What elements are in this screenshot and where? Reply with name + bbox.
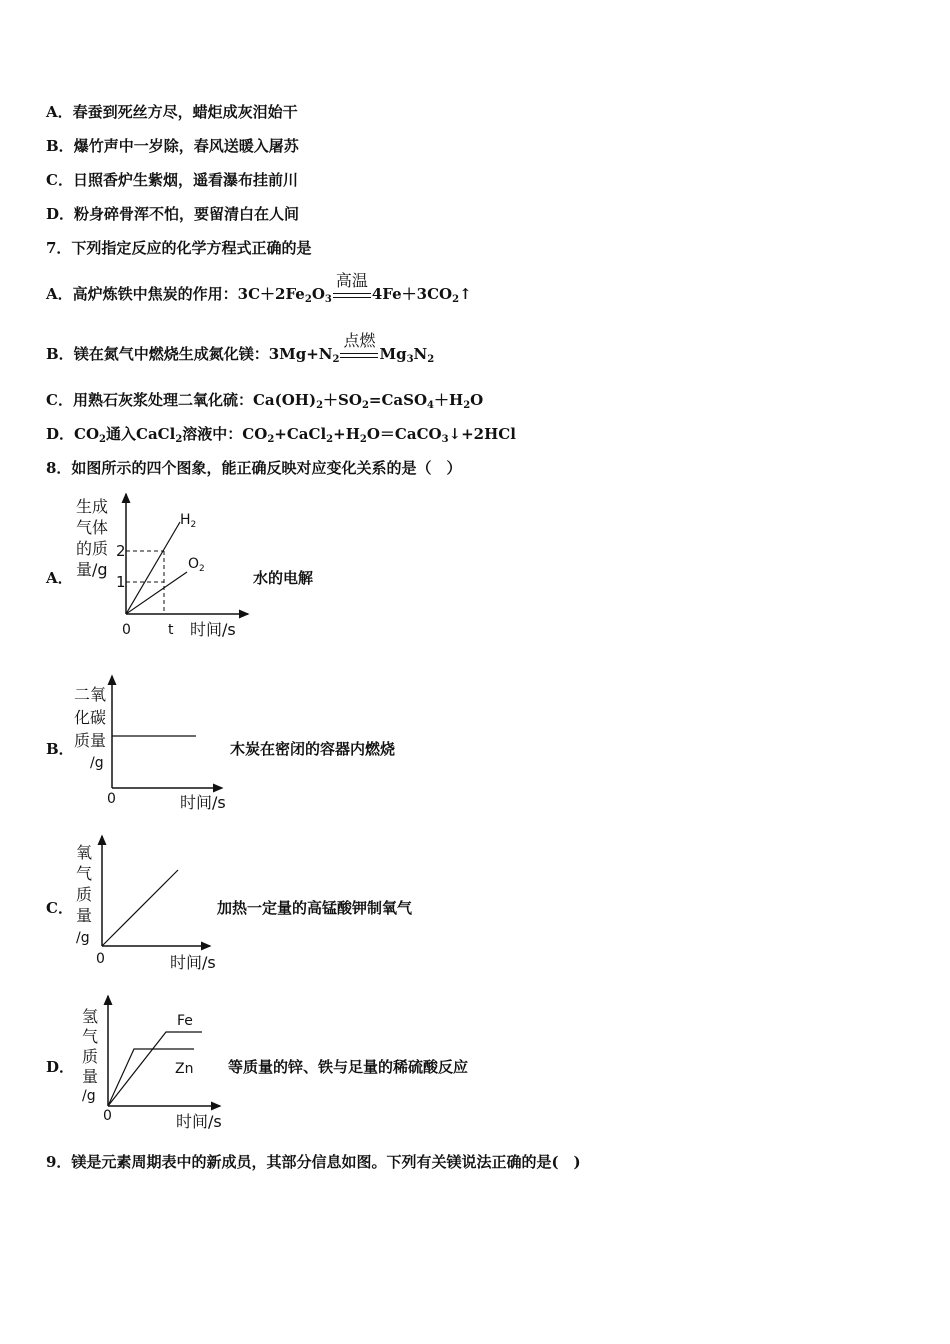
series-label-h2: $H_2$ — [180, 512, 197, 530]
y-axis-label: 质 — [76, 885, 93, 904]
q8-option-c-label: C． — [46, 899, 73, 917]
x-axis-label: 时间/s — [190, 620, 236, 639]
q7-option-d: D．$CO_2$通入CaCl$_2$溶液中：$CO_2+CaCl_2+H_2O=CaCO_3↓+2HCl$ — [46, 425, 516, 445]
y-axis-label: 氢 — [82, 1007, 99, 1026]
q7-option-b: B．镁在氮气中燃烧生成氮化镁：$3Mg+N_2$ 点燃 $Mg_3N_2$ — [46, 331, 435, 365]
y-tick-1: 1 — [116, 573, 126, 591]
line-o2 — [126, 572, 187, 614]
q6-option-c: C．日照香炉生紫烟，遥看瀑布挂前川 — [46, 171, 298, 189]
q8-option-c-desc: 加热一定量的高锰酸钾制氧气 — [217, 899, 413, 917]
y-axis-label: /g — [90, 755, 104, 771]
y-axis-label: 量 — [76, 906, 93, 925]
q7-option-c: C．用熟石灰浆处理二氧化硫：$Ca(OH)_2+SO_2=CaSO_4+H_2O$ — [46, 391, 484, 411]
origin-label: 0 — [103, 1108, 112, 1124]
y-axis-label: 的质 — [76, 539, 109, 558]
y-axis-label: 气体 — [76, 518, 109, 537]
q6-option-b: B．爆竹声中一岁除，春风送暖入屠苏 — [46, 137, 299, 155]
line-zn — [108, 1049, 194, 1106]
q8-option-d-label: D． — [46, 1058, 75, 1076]
origin-label: 0 — [122, 622, 131, 638]
y-tick-2: 2 — [116, 542, 126, 560]
line-oxygen — [102, 870, 178, 946]
q7-option-a: A．高炉炼铁中焦炭的作用：$3C+2Fe_2O_3$ 高温 $4Fe+3CO_2↑$ — [46, 271, 472, 305]
y-axis-label: 气 — [76, 864, 93, 883]
q8-option-b-desc: 木炭在密闭的容器内燃烧 — [230, 740, 396, 758]
series-label-fe: Fe — [177, 1013, 193, 1029]
y-axis-label: 量/g — [76, 560, 108, 579]
x-axis-label: 时间/s — [180, 793, 226, 812]
q8-option-d-desc: 等质量的锌、铁与足量的稀硫酸反应 — [228, 1058, 469, 1076]
q6-option-a: A．春蚕到死丝方尽，蜡炬成灰泪始干 — [46, 103, 298, 121]
y-axis-label: 气 — [82, 1027, 99, 1046]
y-axis-label: 生成 — [76, 497, 109, 516]
chart-kmno4-oxygen — [70, 832, 240, 977]
y-axis-label: 量 — [82, 1067, 99, 1086]
origin-label: 0 — [96, 951, 105, 967]
y-axis-label: 二氧 — [74, 685, 107, 704]
series-label-zn: Zn — [175, 1061, 194, 1077]
reaction-condition: 高温 — [333, 285, 371, 305]
x-axis-label: 时间/s — [176, 1112, 222, 1131]
y-axis-label: /g — [82, 1088, 96, 1104]
q9-stem: 9．镁是元素周期表中的新成员，其部分信息如图。下列有关镁说法正确的是( ) — [46, 1153, 581, 1171]
q8-stem: 8．如图所示的四个图象，能正确反映对应变化关系的是（ ） — [46, 459, 462, 477]
q8-option-a-desc: 水的电解 — [253, 569, 314, 587]
q7-stem: 7．下列指定反应的化学方程式正确的是 — [46, 239, 312, 257]
chart-water-electrolysis — [70, 490, 255, 640]
origin-label: 0 — [107, 791, 116, 807]
y-axis-label: 质 — [82, 1047, 99, 1066]
chart-zn-fe-hydrogen — [70, 992, 245, 1137]
x-tick-t: t — [168, 622, 174, 638]
q8-option-a-label: A． — [46, 569, 73, 587]
reaction-condition: 点燃 — [340, 345, 378, 365]
y-axis-label: /g — [76, 930, 90, 946]
chart-charcoal-combustion — [70, 672, 250, 817]
q8-option-b-label: B． — [46, 740, 74, 758]
q6-option-d: D．粉身碎骨浑不怕，要留清白在人间 — [46, 205, 300, 223]
y-axis-label: 质量 — [74, 731, 107, 750]
series-label-o2: $O_2$ — [188, 556, 205, 574]
y-axis-label: 化碳 — [74, 708, 107, 727]
line-h2 — [126, 522, 180, 614]
y-axis-label: 氧 — [76, 843, 93, 862]
x-axis-label: 时间/s — [170, 953, 216, 972]
